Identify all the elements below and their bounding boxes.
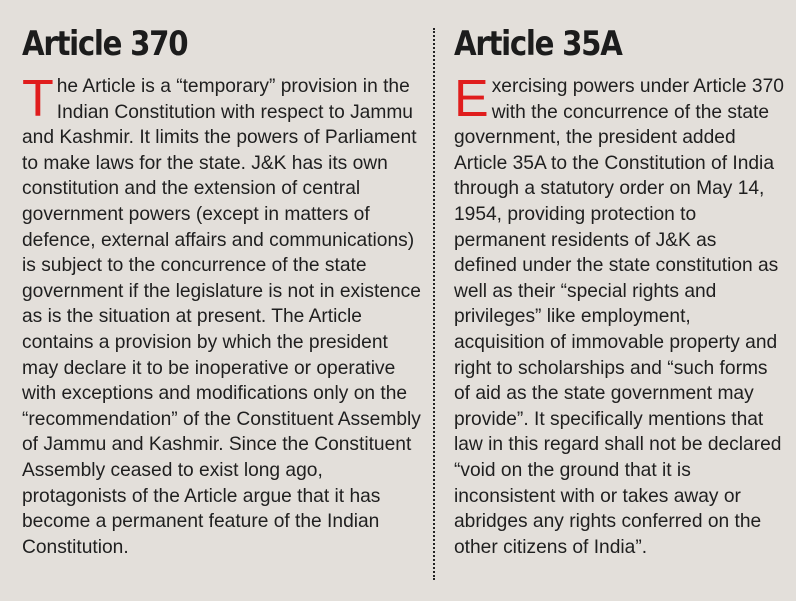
- article-35a-dropcap: E: [454, 70, 489, 128]
- article-370-text: he Article is a “temporary” provision in the Indian Constitution with respect to Jammu and Kashmir. It limits the powers of Parliament to make laws for the state. J&K has its own constitution and the extension of central government powers (except in matters of defence, external affairs and communications) is subject to the concurrence of the state government if the legislature is not in existence as is the situation at present. The Article contains a provision by which the president may declare it to be inoperative or operative with exceptions and modifications only on the “recommendation” of the Constituent Assembly of Jammu and Kashmir. Since the Constituent Assembly ceased to exist long ago, protagonists of the Article argue that it has become a permanent feature of the Indian Constitution.: [22, 76, 421, 558]
- article-370-heading: Article 370: [22, 24, 188, 64]
- article-35a-heading: Article 35A: [454, 24, 622, 64]
- article-370-body: [22, 70, 424, 560]
- article-35a-text: xercising powers under Article 370 with the concurrence of the state government, the president added Article 35A to the Constitution of India through a statutory order on May 14, 1954, providing protection to permanent residents of J&K as defined under the state constitution as well as their “special rights and privileges” like employment, acquisition of immovable property and right to scholarships and “such forms of aid as the state government may provide”. It specifically mentions that law in this regard shall not be declared “void on the ground that it is inconsistent with or takes away or abridges any rights conferred on the other citizens of India”.: [454, 76, 784, 558]
- article-370-dropcap: T: [22, 70, 54, 128]
- column-divider: [433, 28, 435, 580]
- article-35a-body: [454, 70, 784, 560]
- article-35a-column: [436, 0, 796, 601]
